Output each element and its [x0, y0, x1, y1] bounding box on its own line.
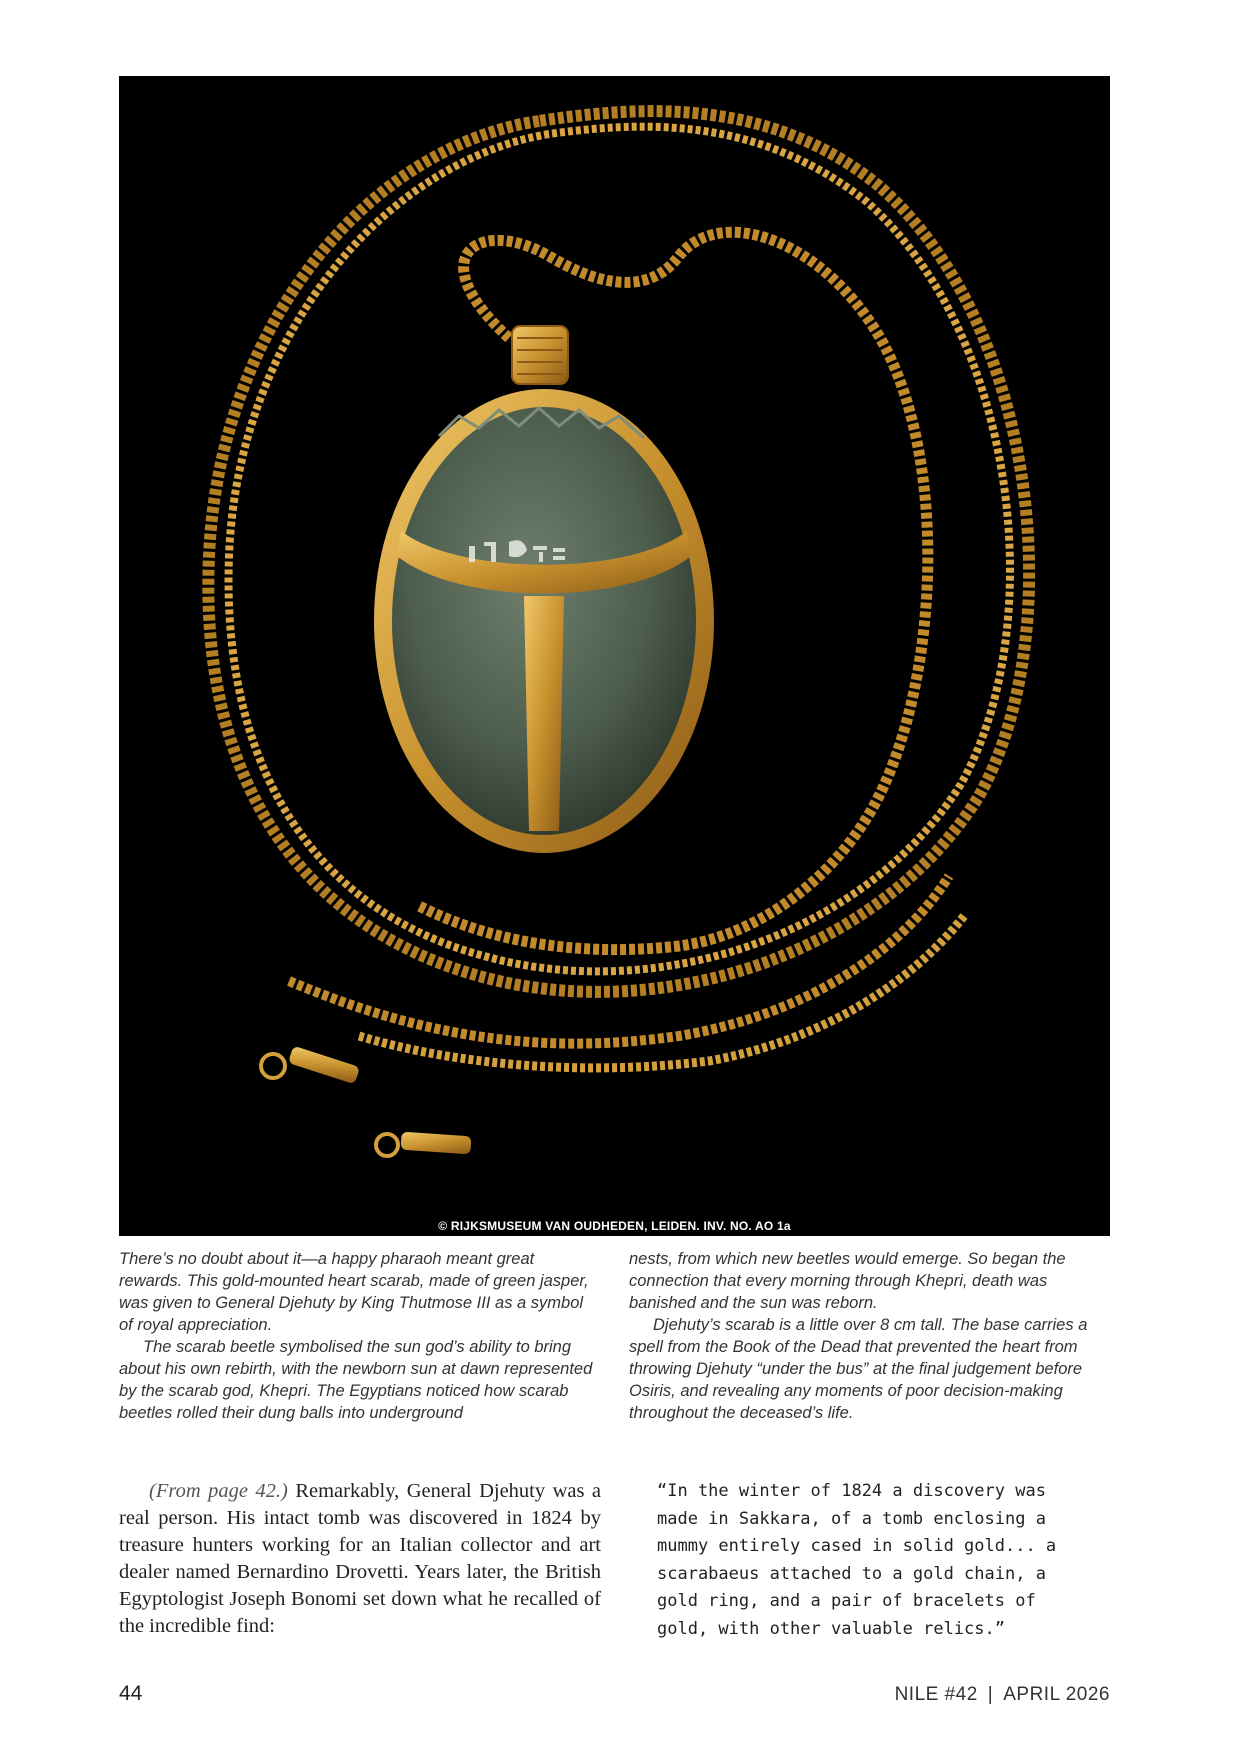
caption-paragraph: There’s no doubt about it—a happy pharaoh meant great rewards. This gold-mounted heart scarab, made of green jasper, was given to General Djehuty by King Thutmose III as a symbol of royal appreciation. [119, 1250, 589, 1334]
article-text: Remarkably, General Djehuty was a real person. His intact tomb was discovered in 1824 by treasure hunters working for an Italian collector and art dealer named Bernardino Drovetti. Years later, the British Egyptologist Joseph Bonomi set down what he recalled of the incredible find: [119, 1480, 602, 1637]
caption-paragraph: The scarab beetle symbolised the sun god’s ability to bring about his own rebirth, with the newborn sun at dawn represented by the scarab god, Khepri. The Egyptians noticed how scarab beetles rolled their dung balls into underground [119, 1338, 593, 1422]
caption-left-column [119, 1248, 597, 1424]
article-body [119, 1478, 601, 1640]
caption-right-column [629, 1248, 1107, 1424]
footer-separator: | [987, 1684, 994, 1705]
article-lead: (From page 42.) [149, 1480, 288, 1502]
pendant-bail [512, 326, 568, 384]
gold-band-center [524, 596, 564, 831]
issue-date: APRIL 2026 [1003, 1684, 1110, 1705]
page-number: 44 [119, 1682, 143, 1705]
photo-credit: © RIJKSMUSEUM VAN OUDHEDEN, LEIDEN. INV. NO. AO 1a [438, 1219, 791, 1233]
caption-paragraph: nests, from which new beetles would emerge. So began the connection that every morning through Khepri, death was banished and the sun was reborn. [629, 1250, 1066, 1312]
bonomi-quote: “In the winter of 1824 a discovery was made in Sakkara, of a tomb enclosing a mummy entirely cased in solid gold... a scarabaeus attached to a gold chain, a gold ring, and a pair of bracelets of gold, with other valuable relics.” [657, 1481, 1057, 1639]
scarab-photo [119, 76, 1110, 1236]
scarab-necklace-illustration [119, 76, 1110, 1236]
magazine-name: NILE #42 [894, 1684, 978, 1705]
caption-paragraph: Djehuty’s scarab is a little over 8 cm tall. The base carries a spell from the Book of the Dead that prevented the heart from throwing Djehuty “under the bus” at the final judgement before Osiris, and revealing any moments of poor decision-making throughout the deceased’s life. [629, 1316, 1088, 1422]
issue-footer [895, 1684, 1110, 1706]
